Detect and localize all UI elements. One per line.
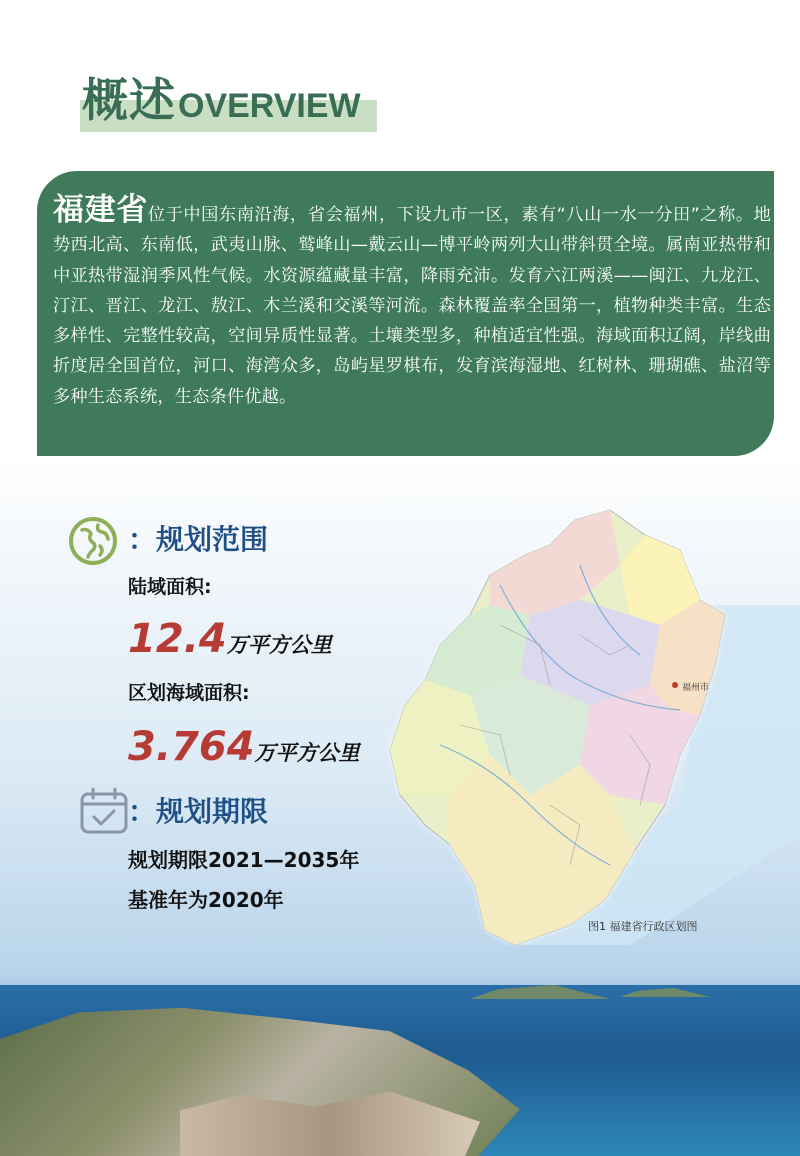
intro-body: 位于中国东南沿海，省会福州，下设九市一区，素有“八山一水一分田”之称。地势西北高、东南低，武夷山脉、鹫峰山—戴云山—博平岭两列大山带斜贯全境。属南亚热带和中亚热带湿润季风性气候。水资源蕴藏量丰富，降雨充沛。发育六江两溪——闽江、九龙江、汀江、晋江、龙江、敖江、木兰溪和交溪等河流。森林覆盖率全国第一，植物种类丰富。生态多样性、完整性较高，空间异质性显著。土壤类型多，种植适宜性强。海域面积辽阔，岸线曲折度居全国首位，河口、海湾众多，岛屿星罗棋布，发育滨海湿地、红树林、珊瑚礁、盐沼等多种生态系统，生态条件优越。 — [53, 205, 771, 407]
capital-label: 福州市 — [682, 683, 710, 693]
map-caption: 图1 福建省行政区划图 — [588, 920, 698, 933]
land-area-value: 12.4 — [128, 616, 227, 662]
sea-area-label: 区划海域面积: — [128, 682, 250, 704]
calendar-icon — [78, 787, 130, 835]
capital-marker — [672, 682, 678, 688]
globe-icon — [68, 516, 118, 566]
sea-area-value: 3.764 — [128, 724, 255, 770]
page-title-english: OVERVIEW — [178, 87, 361, 125]
fujian-admin-map — [380, 505, 800, 945]
land-area-value-row — [128, 616, 332, 668]
land-area-unit: 万平方公里 — [226, 633, 332, 657]
page-title: 概述 — [82, 73, 176, 127]
period-line-2: 基准年为2020年 — [128, 888, 284, 912]
period-title: ：规划期限 — [128, 795, 269, 828]
period-line-1: 规划期限2021—2035年 — [128, 848, 360, 872]
sea-area-value-row — [128, 724, 360, 776]
land-area-label: 陆域面积: — [128, 576, 212, 598]
intro-paragraph — [53, 192, 771, 412]
scope-title: ：规划范围 — [128, 523, 269, 556]
intro-lead: 福建省 — [53, 192, 148, 228]
sea-area-unit: 万平方公里 — [254, 741, 360, 765]
